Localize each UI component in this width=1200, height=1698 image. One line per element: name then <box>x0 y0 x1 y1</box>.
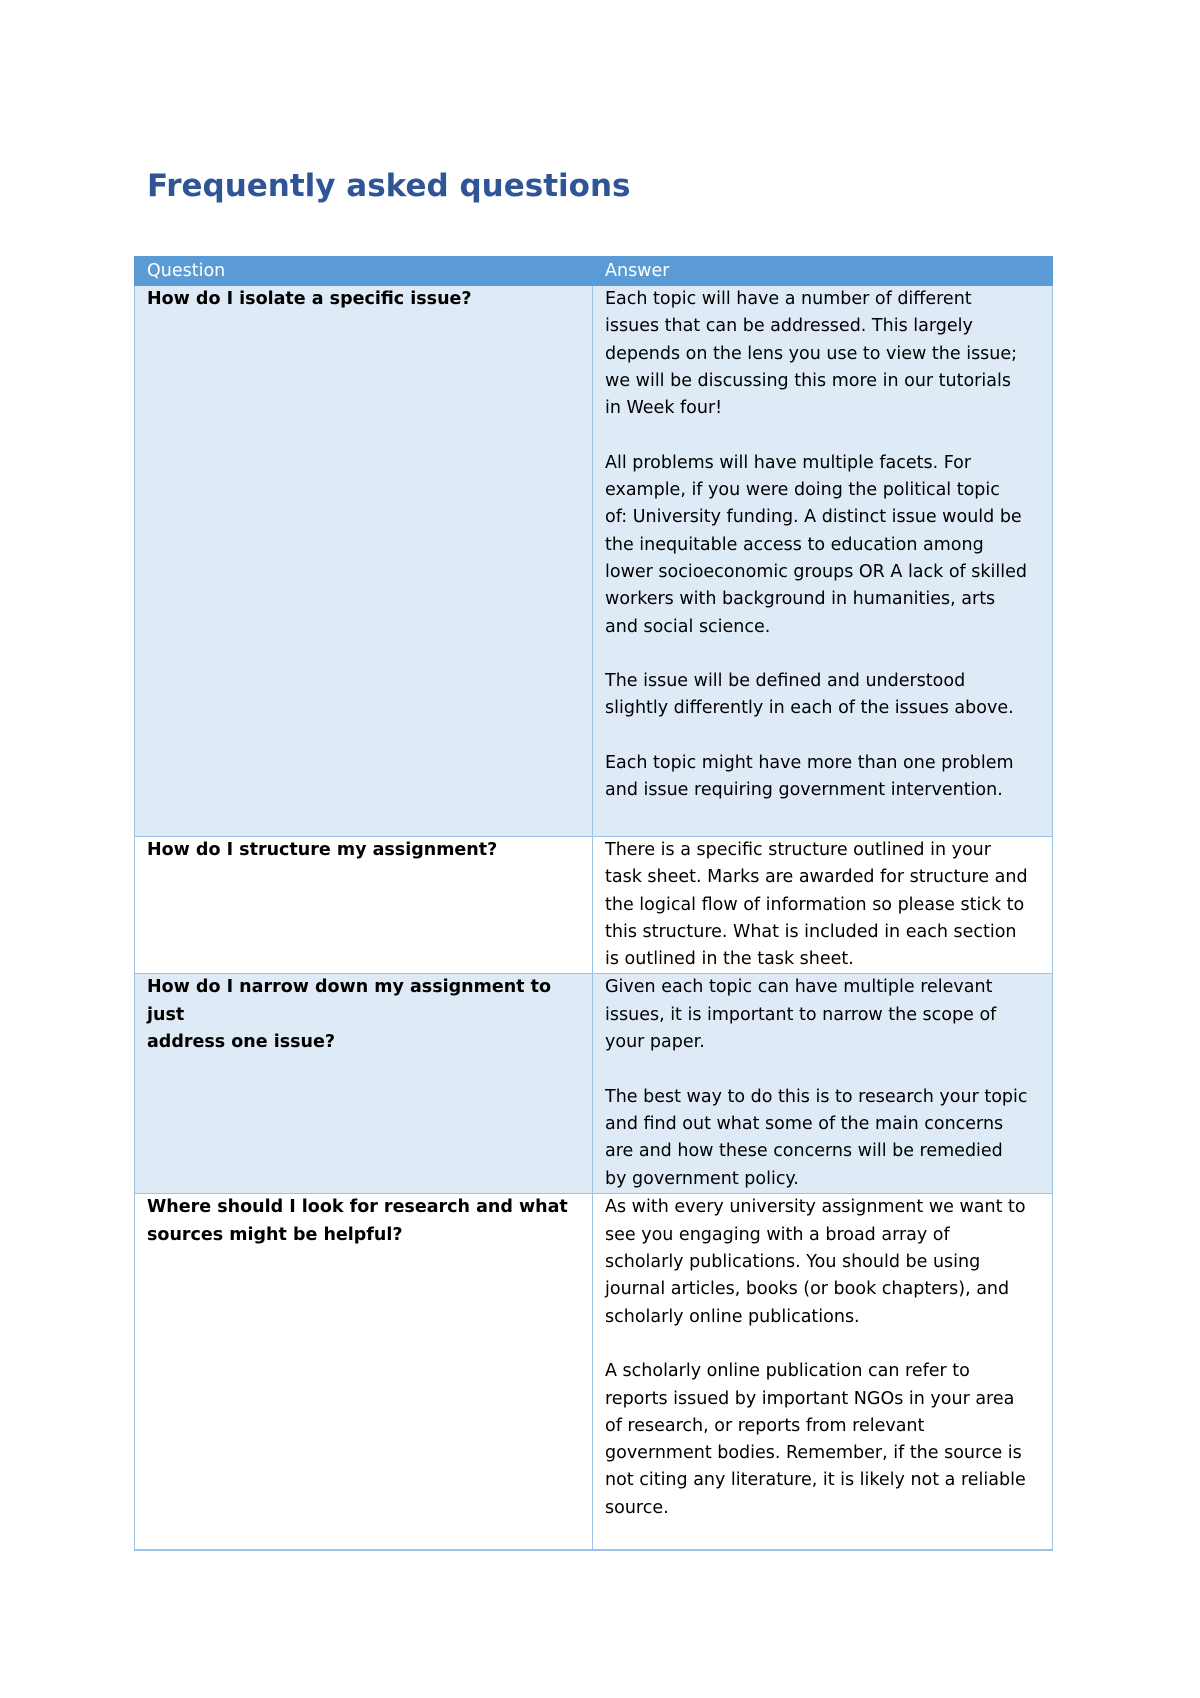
question-text: Where should I look for research and what sources might be helpful? <box>147 1197 568 1245</box>
answer-paragraph: All problems will have multiple facets. For example, if you were doing the political topic of: University funding. A distinct issue would be the inequitable access to education among lower socioeconomic groups OR A lack of skilled workers with background in humanities, arts and social science. <box>605 452 1027 637</box>
table-row <box>135 286 1053 837</box>
answer-paragraph: Each topic might have more than one problem and issue requiring government intervention. <box>605 753 1014 801</box>
answer-paragraph: The best way to do this is to research your topic and find out what some of the main concerns are and how these concerns will be remedied by government policy. <box>605 1086 1028 1189</box>
answer-cell <box>593 974 1053 1194</box>
answer-paragraph: Given each topic can have multiple relevant issues, it is important to narrow the scope of your paper. <box>605 977 997 1053</box>
question-cell <box>135 286 593 837</box>
question-text: How do I structure my assignment? <box>147 840 498 860</box>
table-row <box>135 974 1053 1194</box>
table-row <box>135 837 1053 974</box>
answer-paragraph: There is a specific structure outlined in your task sheet. Marks are awarded for structure and the logical flow of information so please stick to this structure. What is included in each section is outlined in the task sheet. <box>605 840 1028 970</box>
table-header-row <box>135 257 1053 286</box>
question-cell <box>135 974 593 1194</box>
question-column-header: Question <box>135 257 593 286</box>
answer-paragraph: A scholarly online publication can refer to reports issued by important NGOs in your area of research, or reports from relevant government bodies. Remember, if the source is not citing any literature, it is likely not a reliable source. <box>605 1361 1026 1518</box>
faq-table <box>134 256 1053 1551</box>
answer-column-header: Answer <box>593 257 1053 286</box>
table-row <box>135 1194 1053 1550</box>
answer-paragraph: Each topic will have a number of different issues that can be addressed. This largely depends on the lens you use to view the issue; we will be discussing this more in our tutorials in Week four! <box>605 289 1018 419</box>
question-text: How do I isolate a specific issue? <box>147 289 472 309</box>
question-text: How do I narrow down my assignment to just address one issue? <box>147 977 552 1053</box>
answer-cell <box>593 837 1053 974</box>
question-cell <box>135 837 593 974</box>
answer-paragraph: As with every university assignment we want to see you engaging with a broad array of scholarly publications. You should be using journal articles, books (or book chapters), and scholarly online publications. <box>605 1197 1026 1327</box>
answer-cell <box>593 286 1053 837</box>
page-title: Frequently asked questions <box>147 168 631 204</box>
answer-cell <box>593 1194 1053 1550</box>
answer-paragraph: The issue will be defined and understood slightly differently in each of the issues above. <box>605 671 1014 719</box>
question-cell <box>135 1194 593 1550</box>
